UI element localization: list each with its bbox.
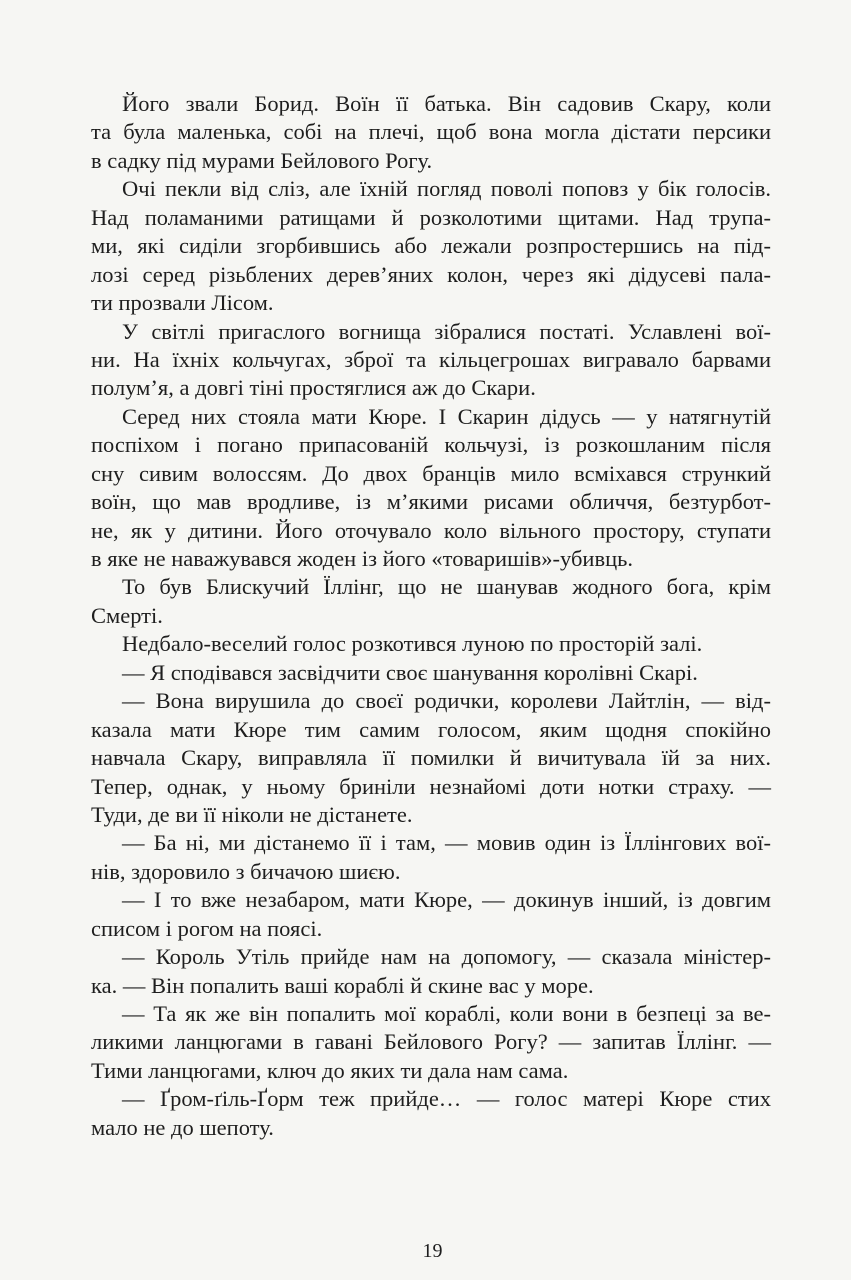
text-line: — Я сподівався засвідчити своє шанування королівні Скарі. — [122, 659, 698, 685]
paragraph — [91, 403, 771, 574]
text-line: сну сивим волоссям. До двох бранців мило всміхався стрункий — [91, 460, 771, 486]
text-line: — Ґром-ґіль-Ґорм теж прийде… — голос матері Кюре стих — [122, 1086, 771, 1112]
paragraph — [91, 829, 771, 886]
text-line: в садку під мурами Бейлового Рогу. — [91, 147, 433, 173]
text-line: — Король Утіль прийде нам на допомогу, — сказала міністер- — [122, 944, 771, 970]
text-line: нів, здоровило з бичачою шиєю. — [91, 858, 401, 884]
paragraph — [91, 175, 771, 317]
text-line: — Вона вирушила до своєї родички, королеви Лайтлін, — від- — [122, 688, 771, 714]
text-line: ка. — Він попалить ваші кораблі й скине вас у море. — [91, 972, 594, 998]
paragraph — [91, 573, 771, 630]
text-line: Недбало-веселий голос розкотився луною по просторій залі. — [122, 631, 703, 657]
page-number: 19 — [422, 1240, 443, 1262]
text-line: в яке не наважувався жоден із його «товаришів»-убивць. — [91, 546, 633, 571]
text-line: полум’я, а довгі тіні простяглися аж до Скари. — [91, 375, 536, 401]
text-line: — Та як же він попалить мої кораблі, коли вони в безпеці за ве- — [122, 1001, 771, 1026]
text-line: ти прозвали Лісом. — [91, 290, 274, 316]
text-line: ни. На їхніх кольчугах, зброї та кільцегрошах вигравало барвами — [91, 346, 771, 372]
paragraph — [91, 318, 771, 403]
text-line: Його звали Борид. Воїн її батька. Він садовив Скару, коли — [122, 91, 771, 116]
text-line: Очі пекли від сліз, але їхній погляд поволі поповз у бік голосів. — [122, 176, 771, 202]
paragraph — [91, 90, 771, 175]
text-line: казала мати Кюре тим самим голосом, яким щодня спокійно — [91, 716, 771, 742]
text-line: воїн, що мав вродливе, із м’якими рисами обличчя, безтурбот- — [91, 489, 771, 515]
text-line: списом і рогом на поясі. — [91, 915, 323, 941]
text-line: навчала Скару, виправляла її помилки й вичитувала їй за них. — [91, 745, 771, 771]
text-line: Туди, де ви її ніколи не дістанете. — [91, 801, 413, 827]
text-line: У світлі пригаслого вогнища зібралися постаті. Уславлені вої- — [122, 318, 771, 344]
paragraph — [91, 630, 771, 658]
text-line: ликими ланцюгами в гавані Бейлового Рогу? — запитав Їллінг. — — [91, 1029, 771, 1055]
page-body-text — [91, 90, 771, 1142]
text-line: та була маленька, собі на плечі, щоб вона могла дістати персики — [91, 119, 771, 145]
paragraph — [91, 1000, 771, 1085]
paragraph — [91, 886, 771, 943]
paragraph — [91, 1085, 771, 1142]
text-line: — І то вже незабаром, мати Кюре, — докинув інший, із довгим — [122, 887, 771, 913]
paragraph — [91, 659, 771, 687]
paragraph — [91, 943, 771, 1000]
text-line: ми, які сиділи згорбившись або лежали розпростершись на під- — [91, 233, 771, 259]
text-line: То був Блискучий Їллінг, що не шанував жодного бога, крім — [122, 574, 771, 600]
text-line: лозі серед різьблених дерев’яних колон, через які дідусеві пала- — [91, 261, 771, 287]
text-line: Тепер, однак, у ньому бриніли незнайомі доти нотки страху. — — [91, 773, 771, 799]
text-line: мало не до шепоту. — [91, 1114, 274, 1140]
text-line: Серед них стояла мати Кюре. І Скарин дідусь — у натягнутій — [122, 403, 771, 429]
text-line: Над поламаними ратищами й розколотими щитами. Над трупа- — [91, 204, 771, 230]
text-line: Смерті. — [91, 602, 163, 628]
text-line: Тими ланцюгами, ключ до яких ти дала нам сама. — [91, 1057, 569, 1083]
text-line: поспіхом і погано припасованій кольчузі, із розкошланим після — [91, 432, 771, 458]
text-line: — Ба ні, ми дістанемо її і там, — мовив один із Їллінгових вої- — [122, 830, 771, 856]
paragraph — [91, 687, 771, 829]
text-line: не, як у дитини. Його оточувало коло вільного простору, ступати — [91, 517, 771, 543]
